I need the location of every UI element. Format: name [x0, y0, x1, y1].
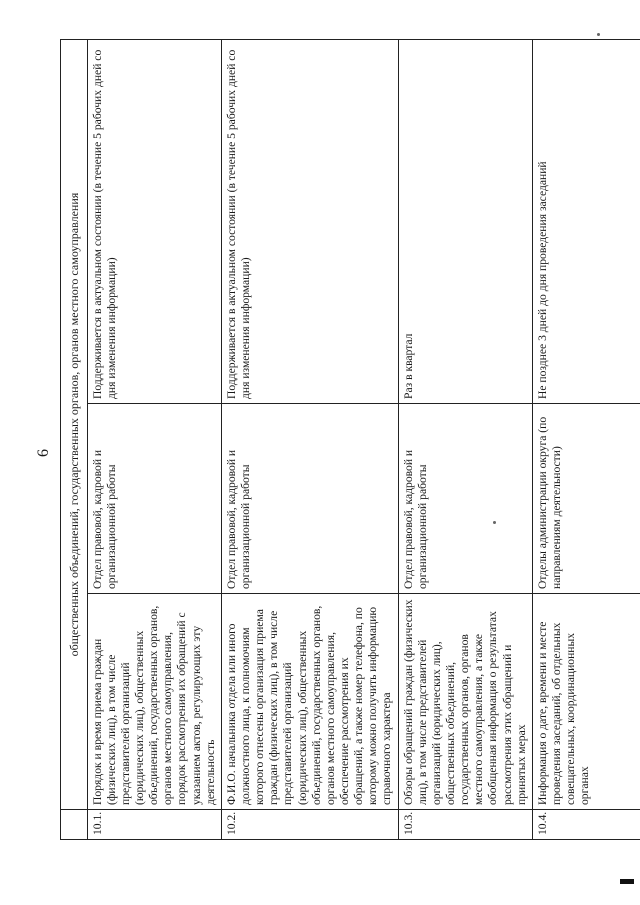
scan-speck — [493, 521, 496, 524]
info-description: Информация о дате, времени и месте проведения заседаний, об отдельных совещательных, координационных органах — [532, 594, 640, 810]
responsible-unit: Отдел правовой, кадровой и организационной работы — [87, 404, 221, 594]
update-period: Поддерживается в актуальном состоянии (в течение 5 рабочих дней со дня изменения информации) — [87, 40, 221, 404]
page-number: 6 — [35, 449, 52, 457]
update-period: Раз в квартал — [398, 40, 532, 404]
section-heading: общественных объединений, государственных органов, органов местного самоуправления — [61, 40, 88, 810]
rotated-table-content — [60, 40, 605, 840]
responsible-unit: Отдел правовой, кадровой и организационной работы — [221, 404, 398, 594]
table-row — [532, 40, 640, 840]
section-heading-row — [61, 40, 88, 840]
row-number: 10.1. — [87, 810, 221, 840]
information-table — [60, 39, 640, 840]
table-row — [221, 40, 398, 840]
row-number: 10.2. — [221, 810, 398, 840]
table-row — [398, 40, 532, 840]
heading-num-cell — [61, 810, 88, 840]
table-row — [87, 40, 221, 840]
responsible-unit: Отдел правовой, кадровой и организационной работы — [398, 404, 532, 594]
scan-edge-mark — [620, 879, 634, 884]
scan-speck — [597, 33, 600, 36]
row-number: 10.4. — [532, 810, 640, 840]
info-description: Обзоры обращений граждан (физических лиц), в том числе представителей организаций (юридических лиц), общественных объединений, государственных органов, органов местного самоуправления, а также обобщенная информация о результатах рассмотрения этих обращений и принятых мерах — [398, 594, 532, 810]
update-period: Поддерживается в актуальном состоянии (в течение 5 рабочих дней со дня изменения информации) — [221, 40, 398, 404]
responsible-unit: Отделы администрации округа (по направлениям деятельности) — [532, 404, 640, 594]
info-description: Ф.И.О. начальника отдела или иного должностного лица, к полномочиям которого отнесены организация приема граждан (физических лиц), в том числе представителей организаций (юридических лиц), общественных объединений, государственных органов, органов местного самоуправления, обеспечение рассмотрения их обращений, а также номер телефона, по которому можно получить информацию справочного характера — [221, 594, 398, 810]
info-description: Порядок и время приема граждан (физических лиц), в том числе представителей организаций (юридических лиц), общественных объединений, государственных органов, органов местного самоуправления, порядок рассмотрения их обращений с указанием актов, регулирующих эту деятельность — [87, 594, 221, 810]
update-period: Не позднее 3 дней до дня проведения заседаний — [532, 40, 640, 404]
rotated-table-frame — [60, 40, 605, 840]
row-number: 10.3. — [398, 810, 532, 840]
